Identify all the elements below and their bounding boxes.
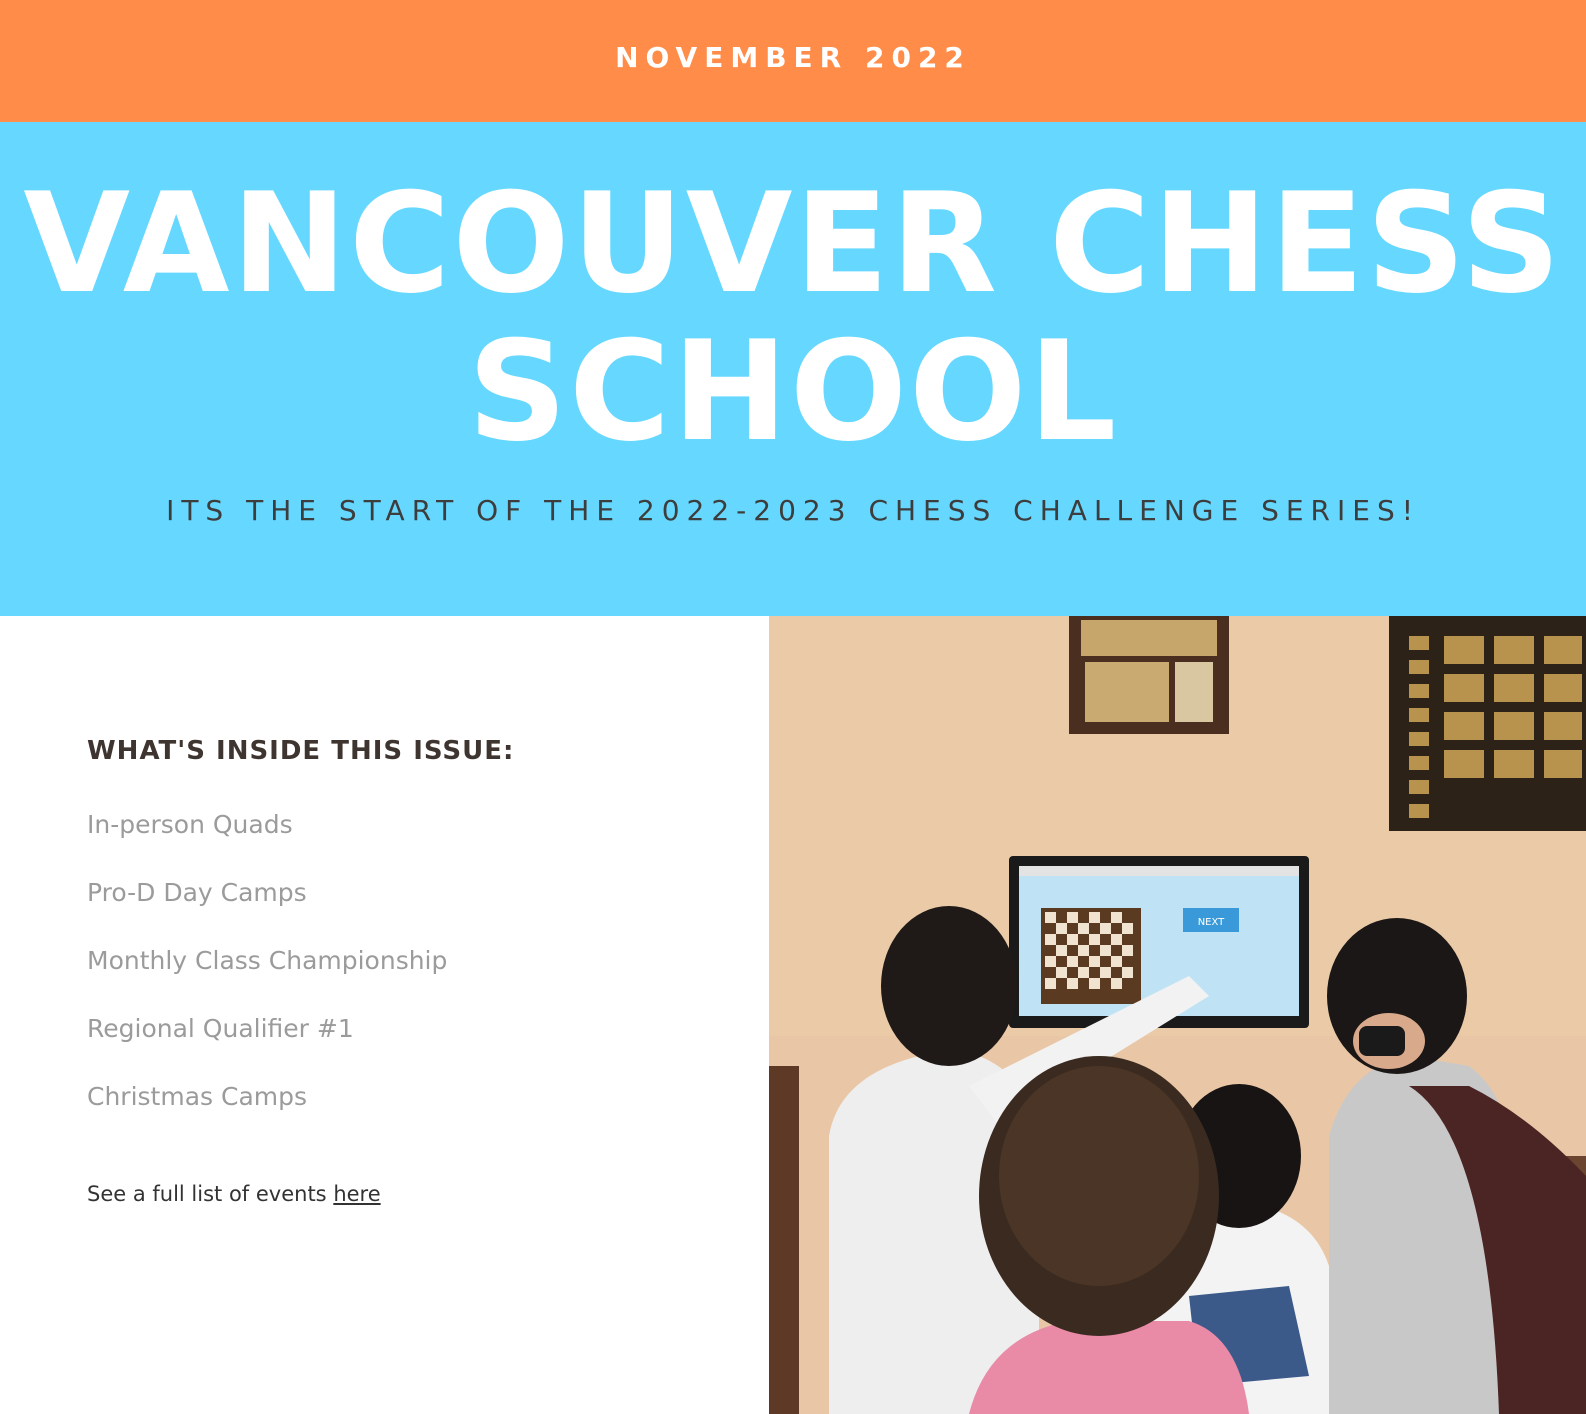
contents-item: In-person Quads bbox=[87, 810, 293, 839]
date-banner bbox=[0, 0, 1586, 122]
kids-photo bbox=[769, 616, 1586, 1414]
contents-item: Christmas Camps bbox=[87, 1082, 308, 1111]
events-link[interactable]: here bbox=[333, 1182, 381, 1206]
screen-next-button: NEXT bbox=[1197, 917, 1225, 928]
school-title-line-2: SCHOOL bbox=[467, 311, 1119, 472]
school-title bbox=[0, 163, 1586, 472]
issue-date: NOVEMBER 2022 bbox=[615, 40, 971, 74]
contents-item: Monthly Class Championship bbox=[87, 946, 448, 975]
events-line bbox=[87, 1182, 381, 1206]
school-title-line-1: VANCOUVER CHESS bbox=[23, 163, 1563, 324]
contents-item: Pro-D Day Camps bbox=[87, 878, 307, 907]
contents-item: Regional Qualifier #1 bbox=[87, 1014, 354, 1043]
contents-panel bbox=[0, 616, 769, 1414]
hero-banner bbox=[0, 122, 1586, 616]
hero-subtitle: ITS THE START OF THE 2022-2023 CHESS CHALLENGE SERIES! bbox=[166, 494, 1420, 527]
chessboard-icon bbox=[1041, 908, 1141, 1004]
contents-list bbox=[87, 810, 447, 1150]
contents-heading: WHAT'S INSIDE THIS ISSUE: bbox=[87, 736, 515, 766]
events-text: See a full list of events bbox=[87, 1182, 334, 1206]
